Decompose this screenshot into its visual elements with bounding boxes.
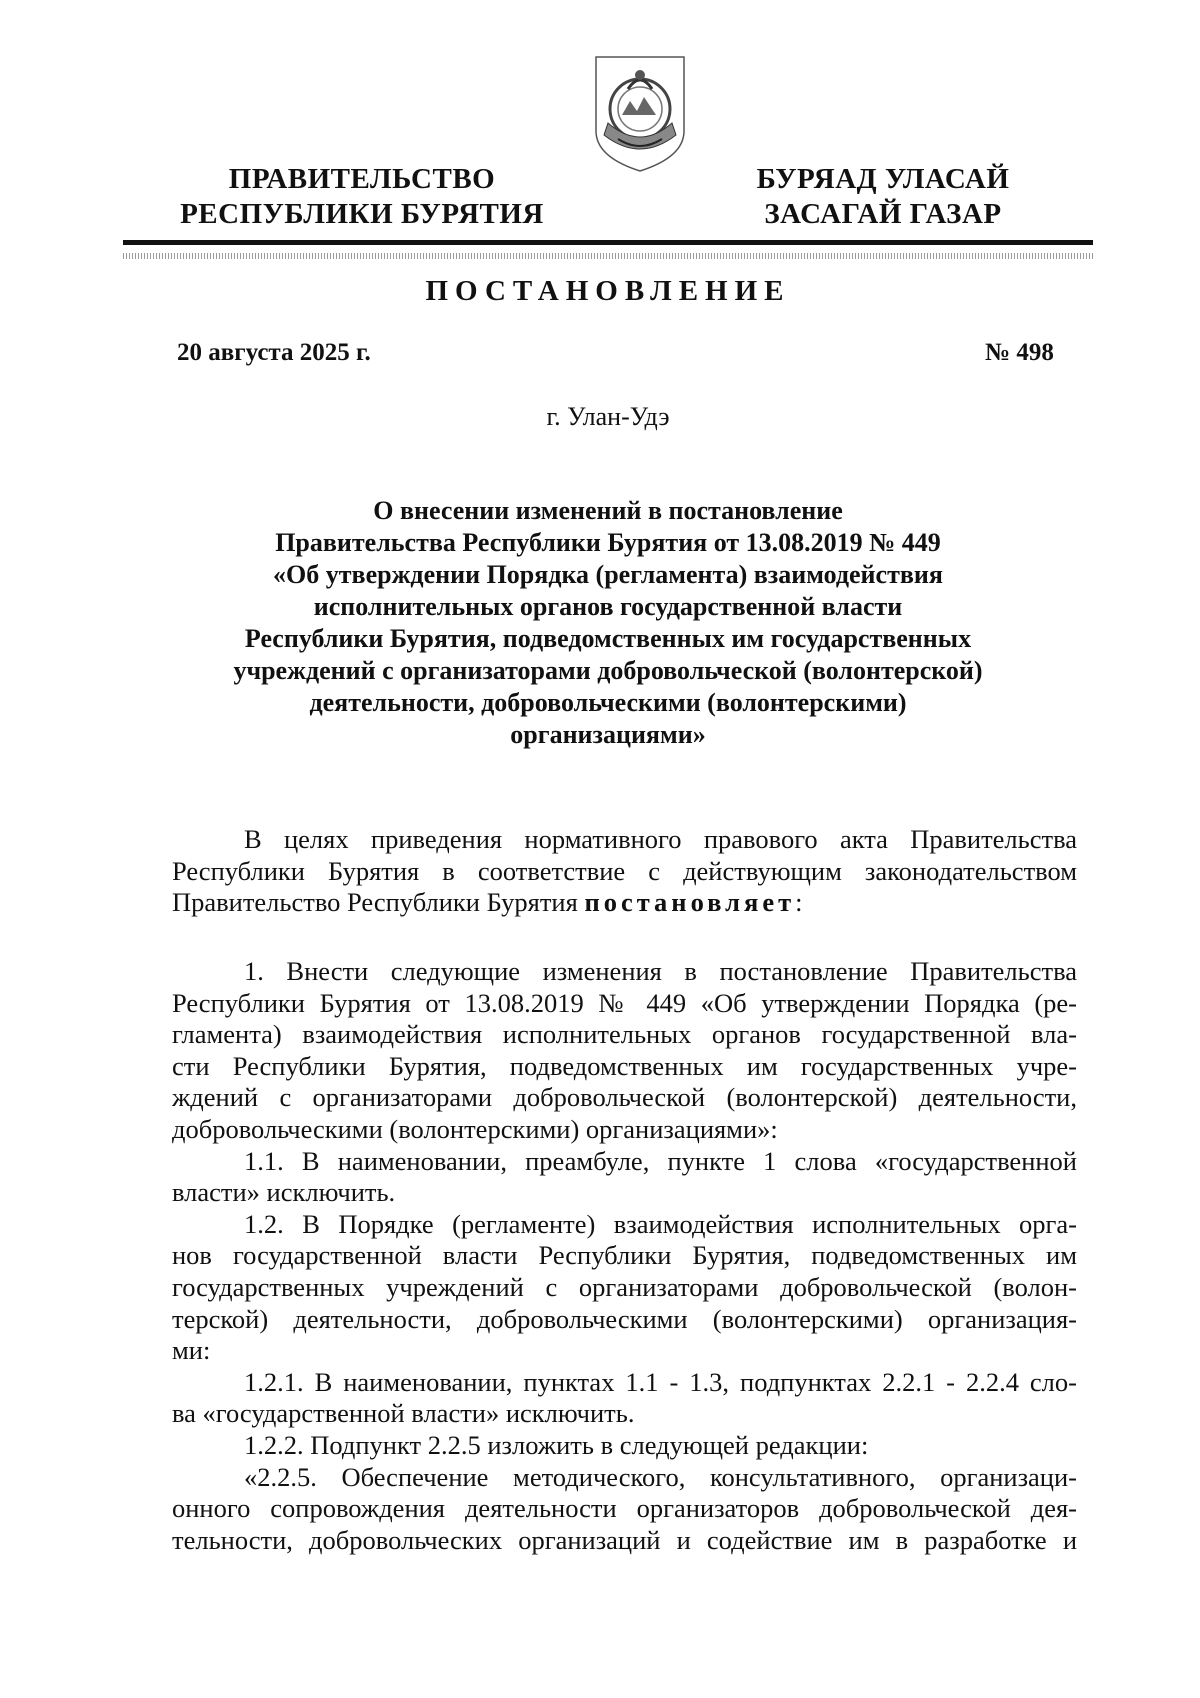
body-line: 1.2.1. В наименовании, пунктах 1.1 - 1.3, подпунктах 2.2.1 - 2.2.4 сло- <box>244 1366 1077 1397</box>
body-line: ва «государственной власти» исключить. <box>172 1398 635 1429</box>
title-line: исполнительных органов государственной власти <box>313 592 903 621</box>
org-name-russian-line2: РЕСПУБЛИКИ БУРЯТИЯ <box>180 198 544 230</box>
title-line: деятельности, добровольческими (волонтерскими) <box>309 688 907 717</box>
body-line: 1.1. В наименовании, преамбуле, пункте 1 слова «государственной <box>244 1145 1077 1176</box>
body-line: ми: <box>172 1335 211 1366</box>
title-line: организациями» <box>510 720 706 749</box>
body-line: Республики Бурятия от 13.08.2019 № 449 «Об утверждении Порядка (ре- <box>172 987 1077 1018</box>
header-divider-hatched <box>123 253 1093 259</box>
body-line <box>172 887 1077 919</box>
header-divider-thick <box>123 240 1093 245</box>
body-line: тельности, добровольческих организаций и содействие им в разработке и <box>172 1524 1077 1555</box>
coat-of-arms-emblem <box>590 53 690 175</box>
body-line: сти Республики Бурятия, подведомственных им государственных учре- <box>172 1050 1077 1081</box>
main-body <box>172 956 1077 1556</box>
title-line: учреждений с организаторами добровольческой (волонтерской) <box>233 656 983 685</box>
body-line: онного сопровождения деятельности организаторов добровольческой дея- <box>172 1493 1077 1524</box>
body-line: 1.2.2. Подпункт 2.2.5 изложить в следующей редакции: <box>244 1429 869 1460</box>
decree-keyword: постановляет <box>584 887 796 918</box>
org-name-russian <box>172 162 552 232</box>
document-number: № 498 <box>985 339 1054 366</box>
document-date: 20 августа 2025 г. <box>177 339 371 366</box>
body-line: государственных учреждений с организаторами добровольческой (волон- <box>172 1271 1077 1302</box>
body-line: Республики Бурятия в соответствие с действующим законодательством <box>172 855 1077 886</box>
title-line: «Об утверждении Порядка (регламента) взаимодействия <box>273 560 943 589</box>
body-line: гламента) взаимодействия исполнительных органов государственной вла- <box>172 1019 1077 1050</box>
body-line: власти» исключить. <box>172 1177 396 1208</box>
body-line: 1.2. В Порядке (регламенте) взаимодействия исполнительных орга- <box>244 1208 1077 1239</box>
body-line: В целях приведения нормативного правового акта Правительства <box>244 824 1077 854</box>
body-line: нов государственной власти Республики Бурятия, подведомственных им <box>172 1240 1077 1271</box>
org-name-buryat-line2: ЗАСАГАЙ ГАЗАР <box>764 198 1002 230</box>
org-name-russian-line1: ПРАВИТЕЛЬСТВО <box>228 163 496 195</box>
document-title <box>180 495 1036 751</box>
body-line: добровольческими (волонтерскими) организациями»: <box>172 1113 778 1144</box>
preamble-colon: : <box>795 887 803 918</box>
body-line: терской) деятельности, добровольческими (волонтерскими) организация- <box>172 1303 1077 1334</box>
title-line: О внесении изменений в постановление <box>373 496 843 525</box>
preamble-paragraph <box>172 824 1077 919</box>
document-city: г. Улан-Удэ <box>546 402 670 431</box>
org-name-buryat <box>738 162 1028 232</box>
body-line: 1. Внести следующие изменения в постановление Правительства <box>244 956 1077 986</box>
document-type: ПОСТАНОВЛЕНИЕ <box>425 275 791 307</box>
body-line: «2.2.5. Обеспечение методического, консультативного, организаци- <box>244 1461 1077 1492</box>
title-line: Республики Бурятия, подведомственных им государственных <box>244 624 972 653</box>
body-line: ждений с организаторами добровольческой (волонтерской) деятельности, <box>172 1082 1077 1113</box>
title-line: Правительства Республики Бурятия от 13.08.2019 № 449 <box>275 528 941 557</box>
org-name-buryat-line1: БУРЯАД УЛАСАЙ <box>756 163 1010 195</box>
preamble-text: Правительство Республики Бурятия <box>172 887 585 918</box>
